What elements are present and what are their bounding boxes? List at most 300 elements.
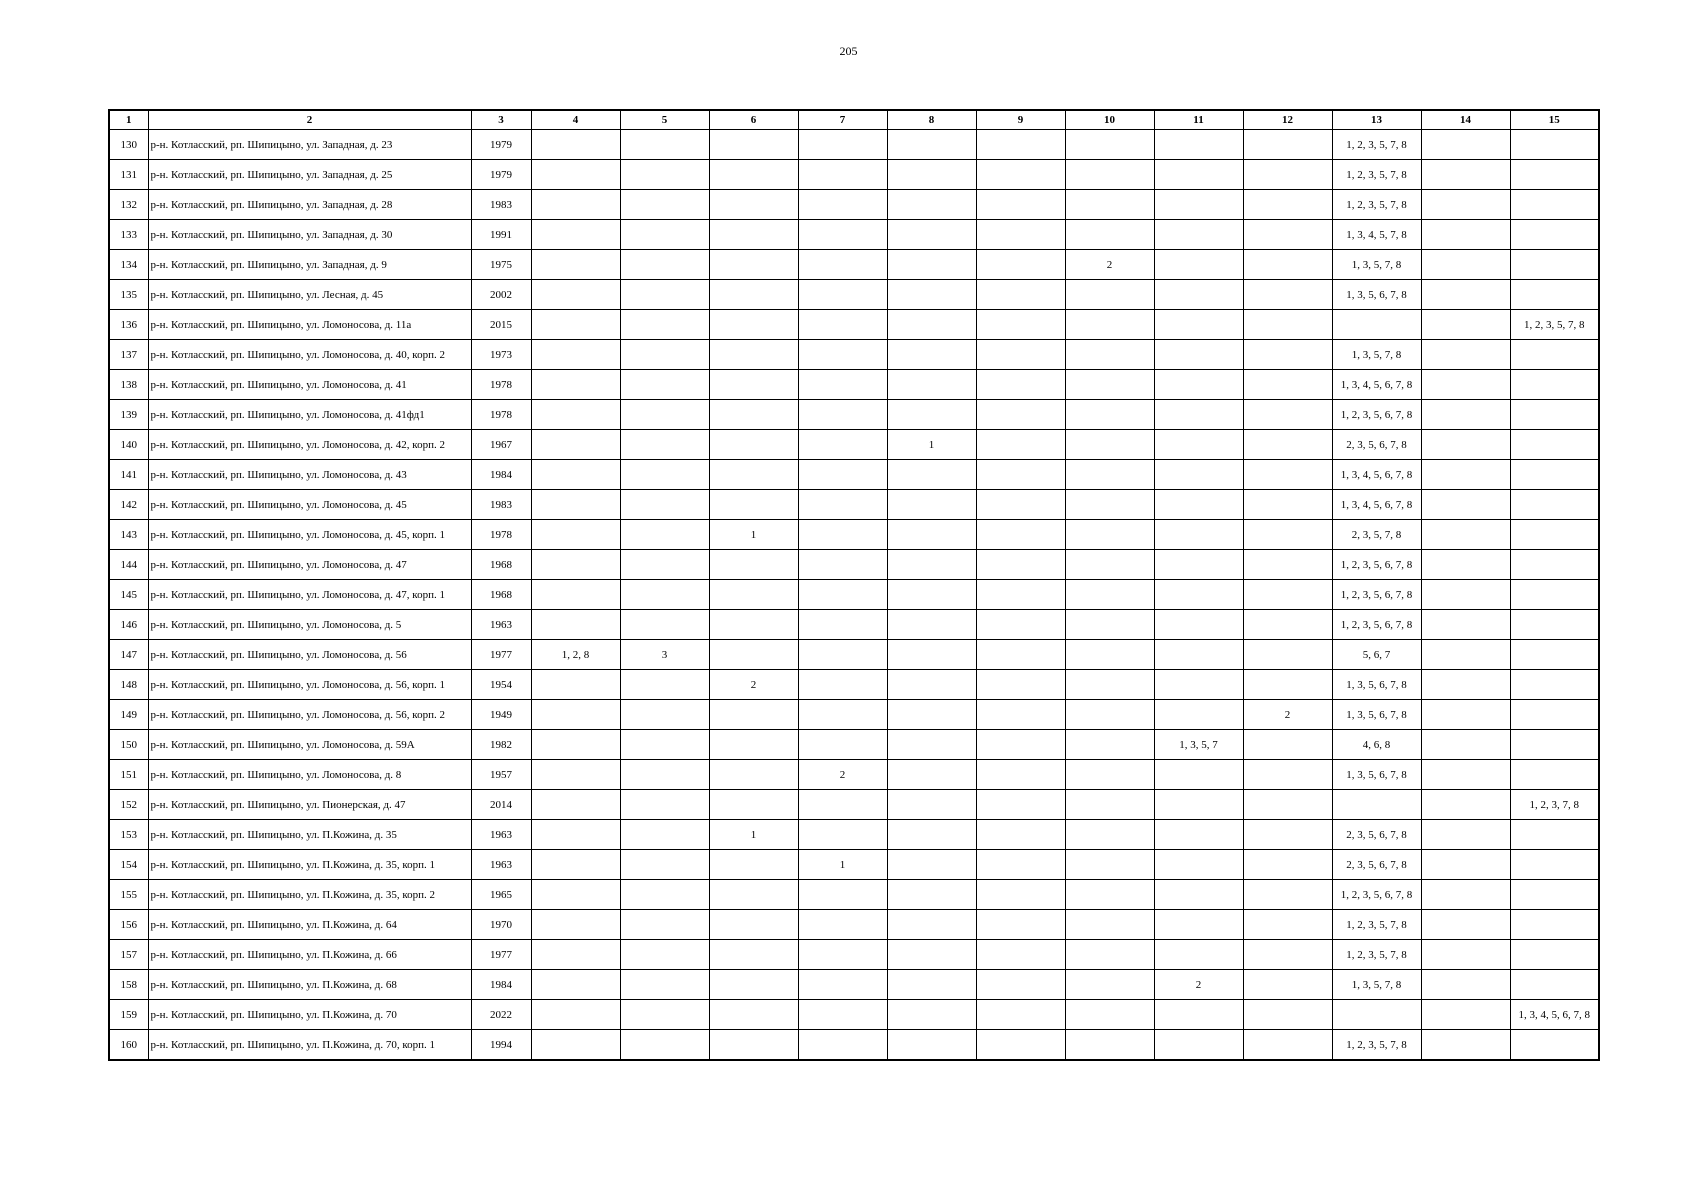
column-6-cell [709,490,798,520]
column-5-cell [620,940,709,970]
column-7-cell [798,280,887,310]
row-number-cell: 157 [109,940,148,970]
column-7-cell [798,820,887,850]
column-13-cell: 1, 3, 5, 7, 8 [1332,340,1421,370]
table-row [109,640,1599,670]
column-8-cell [887,490,976,520]
column-14-cell [1421,130,1510,160]
column-11-cell [1154,640,1243,670]
column-4-cell [531,340,620,370]
column-8-cell [887,520,976,550]
address-cell: р-н. Котласский, рп. Шипицыно, ул. Западная, д. 30 [148,220,471,250]
address-cell: р-н. Котласский, рп. Шипицыно, ул. Ломоносова, д. 41фд1 [148,400,471,430]
table-row [109,940,1599,970]
column-9-cell [976,580,1065,610]
address-cell: р-н. Котласский, рп. Шипицыно, ул. Ломоносова, д. 11а [148,310,471,340]
column-4-cell [531,1030,620,1061]
table-row [109,820,1599,850]
column-7-cell [798,340,887,370]
column-13-cell: 1, 2, 3, 5, 6, 7, 8 [1332,610,1421,640]
column-5-cell [620,550,709,580]
column-5-cell [620,580,709,610]
column-13-cell: 2, 3, 5, 6, 7, 8 [1332,850,1421,880]
address-cell: р-н. Котласский, рп. Шипицыно, ул. Ломоносова, д. 47, корп. 1 [148,580,471,610]
column-4-cell [531,1000,620,1030]
column-9-cell [976,760,1065,790]
column-5-cell [620,670,709,700]
address-cell: р-н. Котласский, рп. Шипицыно, ул. П.Кожина, д. 68 [148,970,471,1000]
column-12-cell [1243,910,1332,940]
table-row [109,520,1599,550]
column-10-cell [1065,640,1154,670]
column-6-cell [709,610,798,640]
row-number-cell: 131 [109,160,148,190]
column-12-cell [1243,580,1332,610]
column-12-cell [1243,430,1332,460]
column-4-cell [531,760,620,790]
column-14-cell [1421,220,1510,250]
column-6-cell [709,190,798,220]
address-cell: р-н. Котласский, рп. Шипицыно, ул. Западная, д. 25 [148,160,471,190]
year-cell: 1970 [471,910,531,940]
year-cell: 1965 [471,880,531,910]
column-9-cell [976,190,1065,220]
column-5-cell [620,850,709,880]
column-12-cell [1243,190,1332,220]
column-6-cell [709,220,798,250]
table-row [109,850,1599,880]
column-7-cell [798,370,887,400]
column-15-cell [1510,610,1599,640]
address-cell: р-н. Котласский, рп. Шипицыно, ул. Ломоносова, д. 41 [148,370,471,400]
column-8-cell [887,820,976,850]
column-10-cell [1065,1000,1154,1030]
column-4-cell [531,430,620,460]
column-6-cell [709,1000,798,1030]
address-cell: р-н. Котласский, рп. Шипицыно, ул. П.Кожина, д. 70, корп. 1 [148,1030,471,1061]
column-15-cell [1510,850,1599,880]
column-5-cell [620,520,709,550]
column-13-cell: 1, 3, 5, 7, 8 [1332,250,1421,280]
table-row [109,610,1599,640]
column-14-cell [1421,640,1510,670]
column-7-cell: 2 [798,760,887,790]
column-9-cell [976,910,1065,940]
column-12-cell [1243,970,1332,1000]
column-8-cell [887,1000,976,1030]
address-cell: р-н. Котласский, рп. Шипицыно, ул. Ломоносова, д. 5 [148,610,471,640]
column-8-cell [887,910,976,940]
column-13-cell: 1, 3, 4, 5, 7, 8 [1332,220,1421,250]
column-header-11: 11 [1154,110,1243,130]
column-4-cell: 1, 2, 8 [531,640,620,670]
column-8-cell [887,670,976,700]
column-7-cell [798,490,887,520]
column-15-cell: 1, 2, 3, 7, 8 [1510,790,1599,820]
column-9-cell [976,370,1065,400]
column-5-cell [620,400,709,430]
column-9-cell [976,1030,1065,1061]
row-number-cell: 133 [109,220,148,250]
column-10-cell [1065,880,1154,910]
column-8-cell [887,460,976,490]
column-6-cell [709,700,798,730]
column-header-14: 14 [1421,110,1510,130]
column-8-cell [887,400,976,430]
column-12-cell [1243,490,1332,520]
column-6-cell [709,910,798,940]
address-cell: р-н. Котласский, рп. Шипицыно, ул. П.Кожина, д. 64 [148,910,471,940]
column-9-cell [976,670,1065,700]
column-12-cell [1243,760,1332,790]
column-11-cell [1154,880,1243,910]
column-13-cell: 1, 2, 3, 5, 7, 8 [1332,190,1421,220]
column-12-cell [1243,820,1332,850]
column-11-cell [1154,490,1243,520]
column-13-cell: 1, 3, 5, 6, 7, 8 [1332,280,1421,310]
column-6-cell [709,250,798,280]
column-15-cell [1510,1030,1599,1061]
column-13-cell: 1, 3, 5, 6, 7, 8 [1332,700,1421,730]
column-9-cell [976,730,1065,760]
column-11-cell [1154,580,1243,610]
row-number-cell: 136 [109,310,148,340]
column-9-cell [976,790,1065,820]
address-cell: р-н. Котласский, рп. Шипицыно, ул. Пионерская, д. 47 [148,790,471,820]
column-14-cell [1421,370,1510,400]
column-8-cell [887,970,976,1000]
column-7-cell [798,190,887,220]
column-14-cell [1421,730,1510,760]
table-row [109,760,1599,790]
column-6-cell [709,850,798,880]
column-7-cell [798,640,887,670]
column-11-cell [1154,820,1243,850]
address-cell: р-н. Котласский, рп. Шипицыно, ул. П.Кожина, д. 35 [148,820,471,850]
column-12-cell [1243,220,1332,250]
column-5-cell [620,760,709,790]
column-10-cell [1065,280,1154,310]
column-12-cell [1243,550,1332,580]
column-7-cell [798,1000,887,1030]
column-11-cell [1154,670,1243,700]
column-5-cell [620,310,709,340]
column-7-cell: 1 [798,850,887,880]
column-4-cell [531,370,620,400]
column-11-cell [1154,310,1243,340]
column-13-cell: 1, 3, 4, 5, 6, 7, 8 [1332,370,1421,400]
table-row [109,490,1599,520]
column-14-cell [1421,580,1510,610]
column-4-cell [531,130,620,160]
year-cell: 1978 [471,400,531,430]
column-11-cell [1154,700,1243,730]
column-8-cell [887,790,976,820]
address-cell: р-н. Котласский, рп. Шипицыно, ул. Ломоносова, д. 42, корп. 2 [148,430,471,460]
column-15-cell [1510,730,1599,760]
column-6-cell: 2 [709,670,798,700]
column-10-cell [1065,190,1154,220]
column-5-cell [620,970,709,1000]
column-12-cell [1243,280,1332,310]
column-15-cell [1510,250,1599,280]
column-9-cell [976,250,1065,280]
column-6-cell [709,310,798,340]
column-6-cell: 1 [709,520,798,550]
year-cell: 1979 [471,160,531,190]
column-8-cell [887,940,976,970]
column-11-cell [1154,760,1243,790]
column-14-cell [1421,550,1510,580]
year-cell: 1954 [471,670,531,700]
column-10-cell [1065,160,1154,190]
column-9-cell [976,550,1065,580]
column-5-cell [620,220,709,250]
column-13-cell: 2, 3, 5, 6, 7, 8 [1332,430,1421,460]
column-4-cell [531,910,620,940]
column-15-cell [1510,190,1599,220]
table-row [109,160,1599,190]
column-10-cell [1065,850,1154,880]
data-table [108,109,1600,1061]
data-table-container [108,109,1600,1061]
column-8-cell [887,760,976,790]
column-7-cell [798,160,887,190]
column-header-2: 2 [148,110,471,130]
column-4-cell [531,220,620,250]
column-6-cell [709,730,798,760]
column-14-cell [1421,910,1510,940]
page-number: 205 [839,44,858,58]
column-5-cell [620,880,709,910]
column-11-cell [1154,910,1243,940]
row-number-cell: 147 [109,640,148,670]
column-10-cell [1065,760,1154,790]
column-14-cell [1421,610,1510,640]
column-9-cell [976,940,1065,970]
year-cell: 1949 [471,700,531,730]
column-header-7: 7 [798,110,887,130]
column-header-4: 4 [531,110,620,130]
column-8-cell [887,700,976,730]
table-row [109,730,1599,760]
column-header-8: 8 [887,110,976,130]
column-4-cell [531,790,620,820]
column-7-cell [798,910,887,940]
column-15-cell [1510,520,1599,550]
column-10-cell [1065,400,1154,430]
row-number-cell: 132 [109,190,148,220]
address-cell: р-н. Котласский, рп. Шипицыно, ул. Западная, д. 28 [148,190,471,220]
row-number-cell: 145 [109,580,148,610]
column-6-cell [709,550,798,580]
column-10-cell [1065,520,1154,550]
column-6-cell [709,280,798,310]
year-cell: 1983 [471,190,531,220]
column-15-cell: 1, 3, 4, 5, 6, 7, 8 [1510,1000,1599,1030]
column-15-cell [1510,460,1599,490]
table-row [109,790,1599,820]
row-number-cell: 146 [109,610,148,640]
column-7-cell [798,1030,887,1061]
row-number-cell: 149 [109,700,148,730]
column-8-cell [887,730,976,760]
column-10-cell [1065,310,1154,340]
column-14-cell [1421,760,1510,790]
column-10-cell [1065,220,1154,250]
column-7-cell [798,130,887,160]
column-4-cell [531,940,620,970]
table-row [109,670,1599,700]
row-number-cell: 151 [109,760,148,790]
column-10-cell [1065,700,1154,730]
column-9-cell [976,1000,1065,1030]
column-8-cell [887,190,976,220]
column-15-cell [1510,880,1599,910]
column-5-cell [620,820,709,850]
column-15-cell [1510,760,1599,790]
year-cell: 1984 [471,970,531,1000]
year-cell: 1968 [471,580,531,610]
year-cell: 1975 [471,250,531,280]
column-13-cell: 1, 2, 3, 5, 7, 8 [1332,940,1421,970]
column-10-cell [1065,940,1154,970]
column-5-cell [620,430,709,460]
column-9-cell [976,160,1065,190]
column-9-cell [976,850,1065,880]
column-11-cell [1154,790,1243,820]
row-number-cell: 135 [109,280,148,310]
column-5-cell [620,700,709,730]
column-8-cell: 1 [887,430,976,460]
column-13-cell: 1, 3, 5, 6, 7, 8 [1332,760,1421,790]
column-5-cell [620,250,709,280]
column-6-cell [709,370,798,400]
column-13-cell: 1, 3, 5, 6, 7, 8 [1332,670,1421,700]
address-cell: р-н. Котласский, рп. Шипицыно, ул. Ломоносова, д. 56 [148,640,471,670]
column-13-cell: 1, 3, 4, 5, 6, 7, 8 [1332,490,1421,520]
column-5-cell [620,1030,709,1061]
address-cell: р-н. Котласский, рп. Шипицыно, ул. Ломоносова, д. 8 [148,760,471,790]
column-9-cell [976,340,1065,370]
column-header-15: 15 [1510,110,1599,130]
column-14-cell [1421,850,1510,880]
column-7-cell [798,970,887,1000]
column-9-cell [976,220,1065,250]
table-body [109,130,1599,1061]
column-12-cell [1243,940,1332,970]
address-cell: р-н. Котласский, рп. Шипицыно, ул. Западная, д. 9 [148,250,471,280]
column-5-cell [620,1000,709,1030]
column-7-cell [798,550,887,580]
year-cell: 1977 [471,940,531,970]
row-number-cell: 158 [109,970,148,1000]
column-9-cell [976,520,1065,550]
column-14-cell [1421,970,1510,1000]
column-11-cell [1154,850,1243,880]
table-row [109,880,1599,910]
column-9-cell [976,640,1065,670]
row-number-cell: 140 [109,430,148,460]
column-9-cell [976,460,1065,490]
column-10-cell [1065,370,1154,400]
table-row [109,280,1599,310]
row-number-cell: 154 [109,850,148,880]
column-10-cell: 2 [1065,250,1154,280]
column-14-cell [1421,400,1510,430]
column-8-cell [887,160,976,190]
row-number-cell: 159 [109,1000,148,1030]
column-header-13: 13 [1332,110,1421,130]
column-12-cell [1243,460,1332,490]
table-row [109,340,1599,370]
column-12-cell [1243,340,1332,370]
column-14-cell [1421,880,1510,910]
column-4-cell [531,550,620,580]
year-cell: 1957 [471,760,531,790]
column-12-cell [1243,310,1332,340]
column-10-cell [1065,610,1154,640]
column-10-cell [1065,130,1154,160]
column-4-cell [531,970,620,1000]
column-15-cell [1510,700,1599,730]
column-7-cell [798,250,887,280]
column-11-cell [1154,400,1243,430]
year-cell: 1973 [471,340,531,370]
column-10-cell [1065,730,1154,760]
column-10-cell [1065,460,1154,490]
column-7-cell [798,610,887,640]
column-7-cell [798,790,887,820]
column-15-cell: 1, 2, 3, 5, 7, 8 [1510,310,1599,340]
year-cell: 1991 [471,220,531,250]
header-row [109,110,1599,130]
column-4-cell [531,190,620,220]
column-4-cell [531,700,620,730]
column-12-cell: 2 [1243,700,1332,730]
year-cell: 1984 [471,460,531,490]
table-row [109,1030,1599,1061]
table-row [109,400,1599,430]
address-cell: р-н. Котласский, рп. Шипицыно, ул. П.Кожина, д. 66 [148,940,471,970]
column-13-cell: 2, 3, 5, 6, 7, 8 [1332,820,1421,850]
column-9-cell [976,820,1065,850]
column-11-cell [1154,1000,1243,1030]
column-10-cell [1065,490,1154,520]
column-14-cell [1421,310,1510,340]
column-4-cell [531,490,620,520]
column-14-cell [1421,1030,1510,1061]
column-15-cell [1510,370,1599,400]
column-15-cell [1510,640,1599,670]
column-6-cell: 1 [709,820,798,850]
column-6-cell [709,790,798,820]
table-row [109,130,1599,160]
column-11-cell: 1, 3, 5, 7 [1154,730,1243,760]
column-13-cell: 5, 6, 7 [1332,640,1421,670]
column-14-cell [1421,280,1510,310]
column-15-cell [1510,550,1599,580]
column-9-cell [976,280,1065,310]
column-13-cell: 1, 2, 3, 5, 7, 8 [1332,160,1421,190]
column-7-cell [798,520,887,550]
column-15-cell [1510,340,1599,370]
column-14-cell [1421,670,1510,700]
column-7-cell [798,460,887,490]
column-8-cell [887,850,976,880]
column-11-cell [1154,430,1243,460]
row-number-cell: 156 [109,910,148,940]
